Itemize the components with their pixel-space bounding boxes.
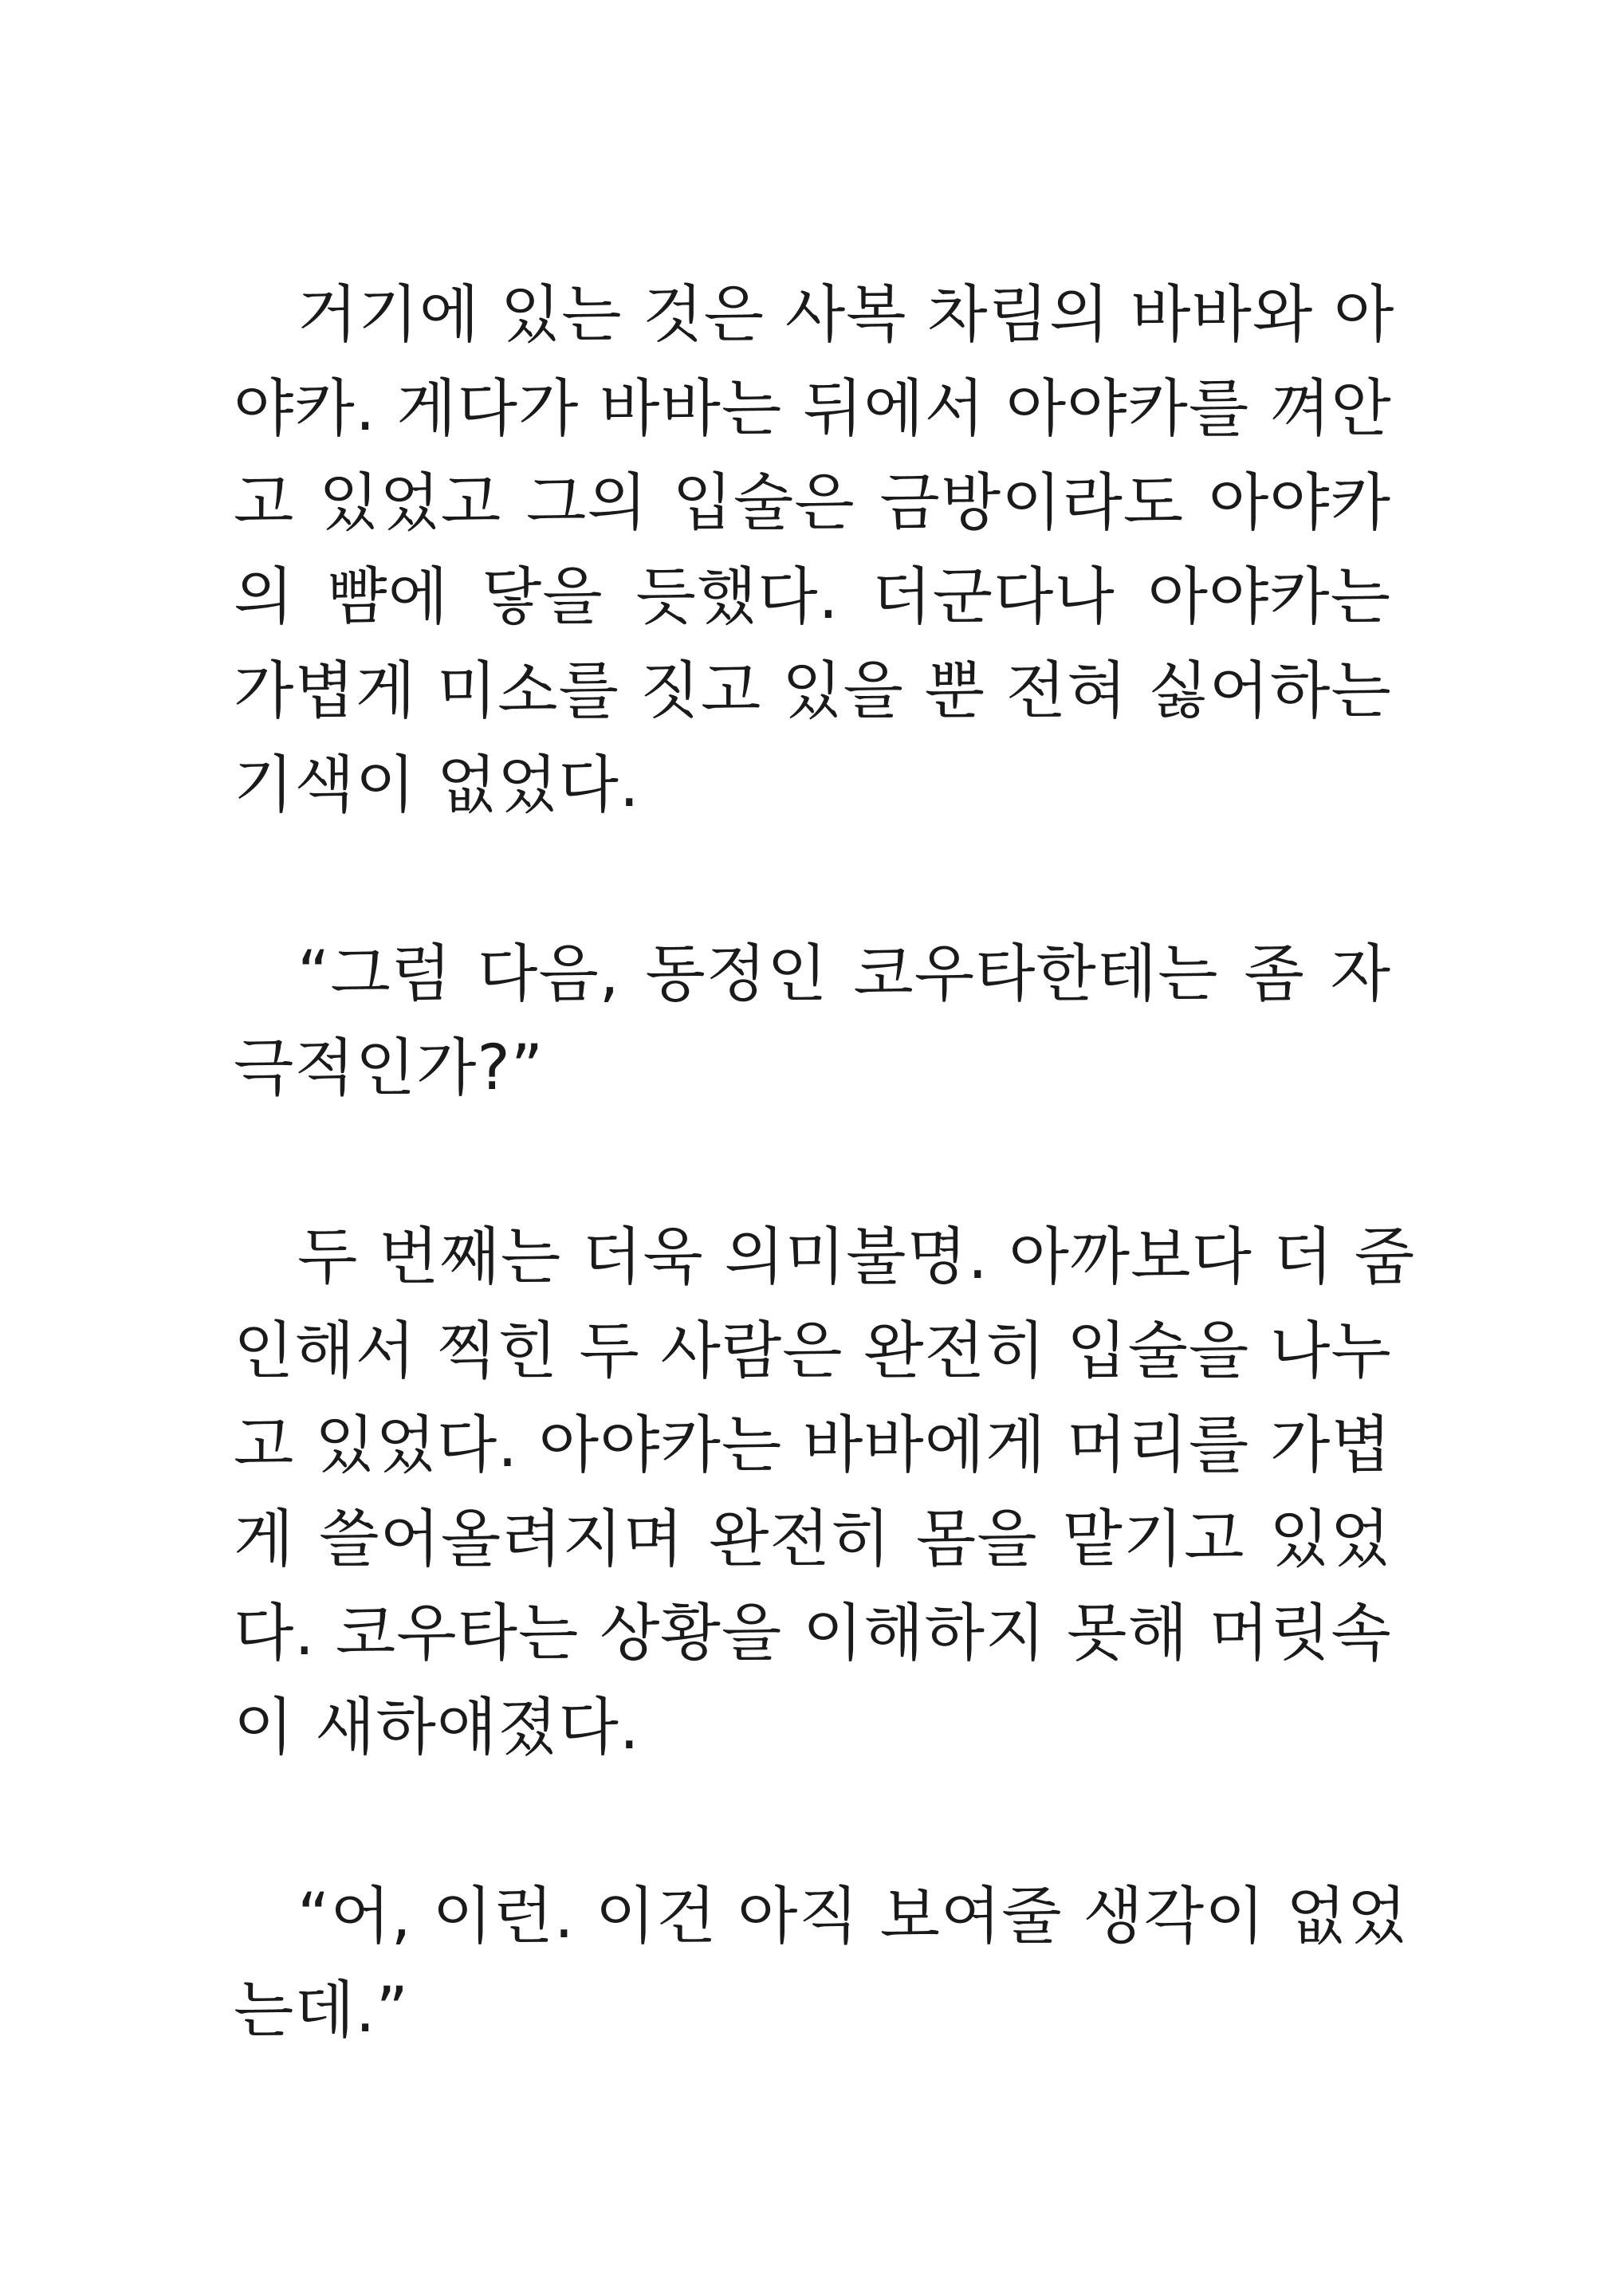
text-line: 두 번째는 더욱 의미불명. 아까보다 더 줌 [297,1221,1416,1293]
text-line: 의 뺨에 닿을 듯했다. 더군다나 아야카는 [234,561,1391,633]
text-line: 극적인가?” [234,1032,545,1104]
text-line: 고 있었고 그의 입술은 금방이라도 아야카 [234,467,1391,539]
text-line: 다. 코우타는 상황을 이해하지 못해 머릿속 [234,1598,1392,1669]
text-line: 인해서 찍힌 두 사람은 완전히 입술을 나누 [234,1315,1392,1387]
text-line: 는데.” [234,1975,409,2046]
text-line: 고 있었다. 아야카는 바바에게 머리를 가볍 [234,1409,1392,1481]
text-line: “그럼 다음, 동정인 코우타한테는 좀 자 [297,938,1391,1010]
text-line: 이 새하얘졌다. [234,1692,640,1763]
text-line: 거기에 있는 것은 사복 차림의 바바와 아 [297,279,1395,351]
text-line: 야카. 게다가 바바는 뒤에서 아야카를 껴안 [234,373,1392,445]
text-line: 기색이 없었다. [234,749,640,821]
text-line: 가볍게 미소를 짓고 있을 뿐 전혀 싫어하는 [234,655,1392,727]
text-line: 게 쓸어올려지며 완전히 몸을 맡기고 있었 [234,1504,1391,1575]
text-line: “어, 이런. 이건 아직 보여줄 생각이 없었 [297,1881,1408,1952]
